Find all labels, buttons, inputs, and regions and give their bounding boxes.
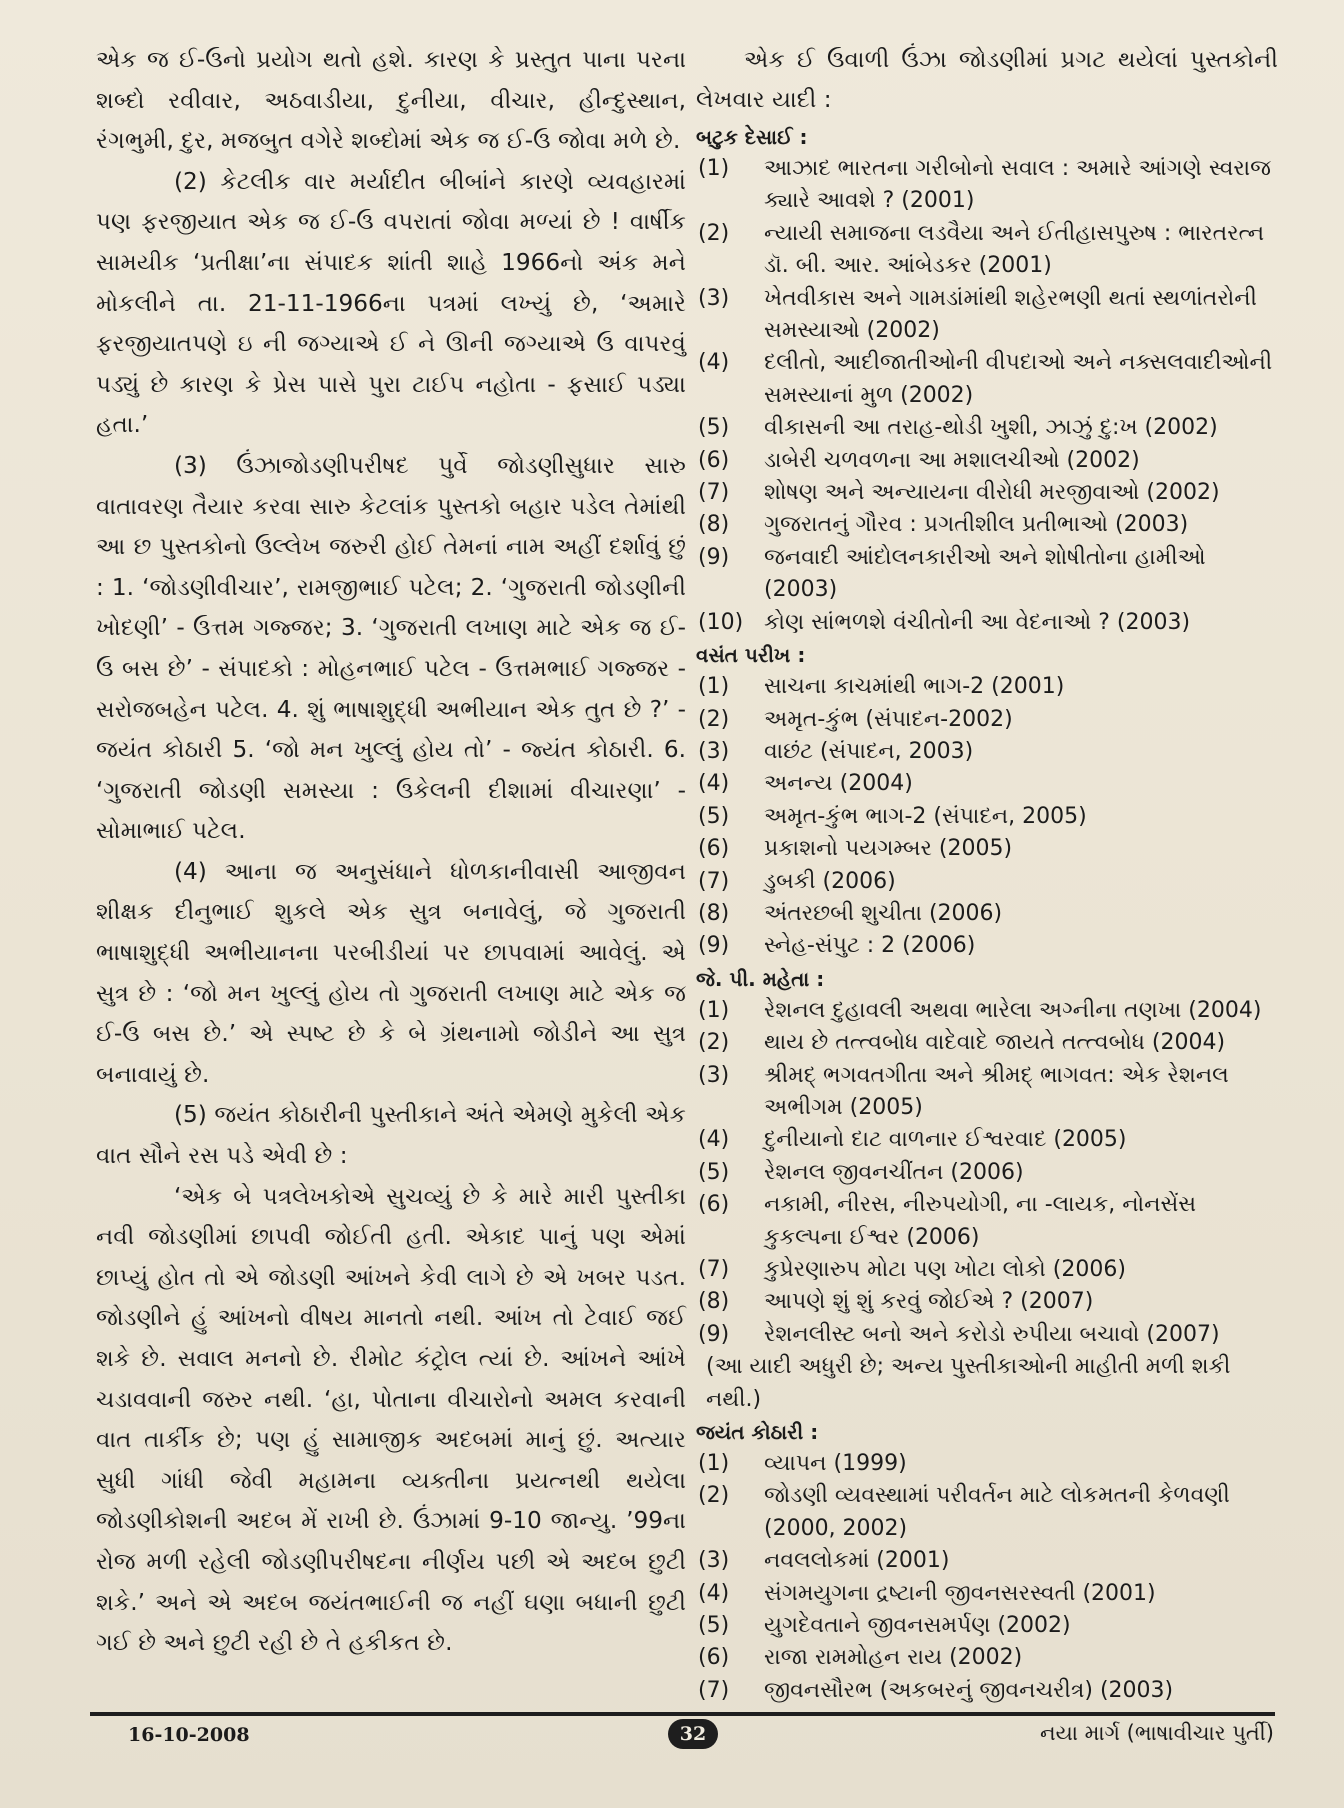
book-title: વ્યાપન (1999) <box>764 1451 907 1477</box>
book-title: અમૃત-કુંભ ભાગ-2 (સંપાદન, 2005) <box>764 803 1087 829</box>
book-list-item <box>696 153 1278 218</box>
book-title: અનન્ય (2004) <box>764 771 913 797</box>
book-title: ન્યાયી સમાજના લડવૈયા અને ઈતીહાસપુરુષ : ભારતરત્ન ડૉ. બી. આર. આંબેડકર (2001) <box>764 220 1265 279</box>
left-paragraph-1: એક જ ઈ-ઉનો પ્રયોગ થતો હશે. કારણ કે પ્રસ્તુત પાના પરના શબ્દો રવીવાર, અઠવાડીયા, દુનીયા, વીચાર, હીન્દુસ્થાન, રંગભુમી, દુર, મજબુત વગેરે શબ્દોમાં એક જ ઈ-ઉ જોવા મળે છે. <box>96 46 686 155</box>
book-list-item <box>696 1480 1278 1545</box>
book-number: (9) <box>698 1321 730 1347</box>
book-number: (6) <box>698 1645 730 1671</box>
book-list-item <box>696 542 1278 607</box>
book-list-item <box>696 347 1278 412</box>
book-number: (9) <box>698 933 730 959</box>
book-list-item <box>696 1675 1278 1707</box>
book-title: ડુબકી (2006) <box>764 868 896 894</box>
book-list-item <box>696 995 1278 1027</box>
book-title: વીકાસની આ તરાહ-થોડી ખુશી, ઝાઝું દુ:ખ (2002) <box>764 415 1218 441</box>
book-list-item <box>696 930 1278 962</box>
left-column <box>96 40 686 1664</box>
book-list-item <box>696 1319 1278 1351</box>
book-number: (5) <box>698 415 730 441</box>
book-title: સંગમયુગના દ્રષ્ટાની જીવનસરસ્વતી (2001) <box>764 1580 1156 1606</box>
book-list-item <box>696 704 1278 736</box>
book-title: જોડણી વ્યવસ્થામાં પરીવર્તન માટે લોકમતની કેળવણી (2000, 2002) <box>764 1483 1230 1541</box>
book-list-item <box>696 412 1278 444</box>
author-name: બટુક દેસાઈ : <box>696 125 808 149</box>
book-number: (6) <box>698 447 730 473</box>
book-number: (8) <box>698 900 730 926</box>
book-number: (1) <box>698 1451 730 1477</box>
book-list-item <box>696 1610 1278 1642</box>
book-title: વાછંટ (સંપાદન, 2003) <box>764 738 974 764</box>
list-note: (આ યાદી અધુરી છે; અન્ય પુસ્તીકાઓની માહીતી મળી શકી નથી.) <box>706 1354 1231 1412</box>
book-title: પ્રકાશનો પયગમ્બર (2005) <box>764 836 1013 862</box>
book-list-item <box>696 1157 1278 1189</box>
book-number: (4) <box>698 771 730 797</box>
book-number: (3) <box>698 738 730 764</box>
book-title: ગુજરાતનું ગૌરવ : પ્રગતીશીલ પ્રતીભાઓ (2003) <box>764 512 1189 538</box>
left-paragraph-6: ‘એક બે પત્રલેખકોએ સુચવ્યું છે કે મારે મારી પુસ્તીકા નવી જોડણીમાં છાપવી જોઈતી હતી. એકાદ પાનું પણ એમાં છાપ્યું હોત તો એ જોડણી આંખને કેવી લાગે છે એ ખબર પડત. જોડણીને હું આંખનો વીષય માનતો નથી. આંખ તો ટેવાઈ જઈ શકે છે. સવાલ મનનો છે. રીમોટ કંટ્રોલ ત્યાં છે. આંખને આંખે ચડાવવાની જરુર નથી. ‘હા, પોતાના વીચારોનો અમલ કરવાની વાત તાર્કીક છે; પણ હું સામાજીક અદબમાં માનું છું. અત્યાર સુધી ગાંધી જેવી મહામના વ્યક્તીના પ્રયત્નથી થયેલા જોડણીકોશની અદબ મેં રાખી છે. ઉંઝામાં 9-10 જાન્યુ. ’99ના રોજ મળી રહેલી જોડણીપરીષદના નીર્ણય પછી એ અદબ છુટી શકે.’ અને એ અદબ જયંતભાઈની જ નહીં ઘણા બધાની છુટી ગઈ છે અને છુટી રહી છે તે હકીકત છે. <box>96 1182 686 1657</box>
book-title: ડાબેરી ચળવળના આ મશાલચીઓ (2002) <box>764 447 1140 473</box>
book-title: થાય છે તત્ત્વબોધ વાદેવાદે જાયતે તત્ત્વબોધ (2004) <box>764 1030 1226 1056</box>
book-list-item <box>696 1060 1278 1125</box>
book-list-item <box>696 866 1278 898</box>
book-list-item <box>696 801 1278 833</box>
book-title: રેશનલીસ્ટ બનો અને કરોડો રુપીયા બચાવો (2007) <box>764 1321 1220 1347</box>
book-number: (5) <box>698 803 730 829</box>
book-title: યુગદેવતાને જીવનસમર્પણ (2002) <box>764 1613 1071 1639</box>
book-title: સાચના કાચમાંથી ભાગ-2 (2001) <box>764 674 1065 700</box>
book-list-item <box>696 283 1278 348</box>
book-list-item <box>696 607 1278 639</box>
book-list-item <box>696 1027 1278 1059</box>
book-list-item <box>696 1286 1278 1318</box>
book-list-item <box>696 445 1278 477</box>
book-number: (10) <box>698 609 744 635</box>
book-list-heading: એક ઈ ઉવાળી ઉંઝા જોડણીમાં પ્રગટ થયેલાં પુસ્તકોની લેખવાર યાદી : <box>696 46 1278 113</box>
book-title: રેશનલ દુહાવલી અથવા ભારેલા અગ્નીના તણખા (2004) <box>764 997 1262 1023</box>
left-paragraph-2: (2) કેટલીક વાર મર્યાદીત બીબાંને કારણે વ્યવહારમાં પણ ફરજીયાત એક જ ઈ-ઉ વપરાતાં જોવા મળ્યાં છે ! વાર્ષીક સામયીક ‘પ્રતીક્ષા’ના સંપાદક શાંતી શાહે 1966નો અંક મને મોકલીને તા. 21-11-1966ના પત્રમાં લખ્યું છે, ‘અમારે ફરજીયાતપણે ઇ ની જગ્યાએ ઈ ને ઊની જગ્યાએ ઉ વાપરવું પડ્યું છે કારણ કે પ્રેસ પાસે પુરા ટાઈપ નહોતા - ફસાઈ પડ્યા હતા.’ <box>96 167 686 439</box>
book-number: (7) <box>698 1677 730 1703</box>
book-title: જીવનસૌરભ (અકબરનું જીવનચરીત્ર) (2003) <box>764 1677 1174 1703</box>
book-number: (5) <box>698 1159 730 1185</box>
book-number: (1) <box>698 156 730 181</box>
book-number: (1) <box>698 997 730 1023</box>
book-number: (3) <box>698 1062 730 1088</box>
book-number: (4) <box>698 1580 730 1606</box>
book-title: ખેતવીકાસ અને ગામડાંમાંથી શહેરભણી થતાં સ્થળાંતરોની સમસ્યાઓ (2002) <box>764 285 1257 344</box>
book-number: (7) <box>698 480 730 506</box>
book-list-item <box>696 218 1278 283</box>
book-number: (2) <box>698 706 730 732</box>
book-title: રાજા રામમોહન રાય (2002) <box>764 1645 1023 1671</box>
author-name: વસંત પરીખ : <box>696 643 806 668</box>
book-number: (5) <box>698 1613 730 1639</box>
page-number-badge: 32 <box>668 1719 718 1749</box>
book-number: (2) <box>698 220 730 246</box>
book-list-item <box>696 1578 1278 1610</box>
book-list-item <box>696 477 1278 509</box>
book-number: (2) <box>698 1030 730 1056</box>
book-title: અંતરછબી શુચીતા (2006) <box>764 900 1003 926</box>
book-list-item <box>696 1189 1278 1254</box>
footer-publication-title: નયા માર્ગ (ભાષાવીચાર પુર્તી) <box>1040 1721 1274 1745</box>
book-title: દલીતો, આદીજાતીઓની વીપદાઓ અને નક્સલવાદીઓની સમસ્યાનાં મુળ (2002) <box>764 350 1273 408</box>
book-number: (8) <box>698 1289 730 1315</box>
book-number: (3) <box>698 1548 730 1574</box>
author-name: જે. પી. મહેતા : <box>696 966 825 991</box>
left-paragraph-4: (4) આના જ અનુસંધાને ધોળકાનીવાસી આજીવન શીક્ષક દીનુભાઈ શુકલે એક સુત્ર બનાવેલું, જે ગુજરાતી ભાષાશુદ્ધી અભીયાનના પરબીડીયાં પર છાપવામાં આવેલું. એ સુત્ર છે : ‘જો મન ખુલ્લું હોય તો ગુજરાતી લખાણ માટે એક જ ઈ-ઉ બસ છે.’ એ સ્પષ્ટ છે કે બે ગ્રંથનામો જોડીને આ સુત્ર બનાવાયું છે. <box>96 857 686 1088</box>
book-title: રેશનલ જીવનચીંતન (2006) <box>764 1159 1024 1185</box>
book-number: (8) <box>698 512 730 538</box>
book-number: (4) <box>698 1127 730 1153</box>
book-list-item <box>696 768 1278 800</box>
book-number: (1) <box>698 674 730 700</box>
book-title: સ્નેહ-સંપુટ : 2 (2006) <box>764 933 976 959</box>
right-column <box>696 40 1278 1707</box>
book-title: આપણે શું શું કરવું જોઈએ ? (2007) <box>764 1289 1094 1315</box>
book-number: (9) <box>698 544 730 570</box>
author-name: જયંત કોઠારી : <box>696 1420 819 1445</box>
book-number: (6) <box>698 1192 730 1218</box>
book-number: (6) <box>698 836 730 862</box>
book-number: (4) <box>698 350 730 376</box>
book-list-item <box>696 736 1278 768</box>
left-paragraph-5: (5) જયંત કોઠારીની પુસ્તીકાને અંતે એમણે મુકેલી એક વાત સૌને રસ પડે એવી છે : <box>96 1101 686 1170</box>
book-list-item <box>696 671 1278 703</box>
book-list-item <box>696 898 1278 930</box>
book-title: કોણ સાંભળશે વંચીતોની આ વેદનાઓ ? (2003) <box>764 609 1191 635</box>
book-title: શોષણ અને અન્યાયના વીરોધી મરજીવાઓ (2002) <box>764 480 1220 506</box>
book-title: જનવાદી આંદોલનકારીઓ અને શોષીતોના હામીઓ (2003) <box>764 544 1206 603</box>
book-title: કુપ્રેરણારુપ મોટા પણ ખોટા લોકો (2006) <box>764 1257 1126 1282</box>
book-title: નવલલોકમાં (2001) <box>764 1548 950 1574</box>
author-list <box>696 122 1278 1707</box>
book-list-item <box>696 1124 1278 1156</box>
book-list-item <box>696 833 1278 865</box>
book-title: દુનીયાનો દાટ વાળનાર ઈશ્વરવાદ (2005) <box>764 1127 1127 1153</box>
book-number: (2) <box>698 1483 730 1509</box>
book-list-item <box>696 1448 1278 1480</box>
footer-rule <box>90 1712 1275 1716</box>
book-title: શ્રીમદ્ ભગવતગીતા અને શ્રીમદ્ ભાગવત: એક રેશનલ અભીગમ (2005) <box>764 1062 1229 1120</box>
book-number: (3) <box>698 285 730 311</box>
book-list-item <box>696 1545 1278 1577</box>
book-number: (7) <box>698 868 730 894</box>
book-title: અમૃત-કુંભ (સંપાદન-2002) <box>764 706 1013 732</box>
book-number: (7) <box>698 1257 730 1282</box>
book-list-item <box>696 1254 1278 1286</box>
footer-date: 16-10-2008 <box>128 1724 250 1746</box>
left-paragraph-3: (3) ઉંઝાજોડણીપરીષદ પુર્વે જોડણીસુધાર સારુ વાતાવરણ તૈયાર કરવા સારુ કેટલાંક પુસ્તકો બહાર પડેલ તેમાંથી આ છ પુસ્તકોનો ઉલ્લેખ જરુરી હોઈ તેમનાં નામ અહીં દર્શાવું છું : 1. ‘જોડણીવીચાર’, રામજીભાઈ પટેલ; 2. ‘ગુજરાતી જોડણીની ખોદણી’ - ઉત્તમ ગજ્જર; 3. ‘ગુજરાતી લખાણ માટે એક જ ઈ-ઉ બસ છે’ - સંપાદકો : મોહનભાઈ પટેલ - ઉત્તમભાઈ ગજ્જર - સરોજબહેન પટેલ. 4. શું ભાષાશુદ્ધી અભીયાન એક તુત છે ?’ - જયંત કોઠારી 5. ‘જો મન ખુલ્લું હોય તો’ - જ્યંત કોઠારી. 6. ‘ગુજરાતી જોડણી સમસ્યા : ઉકેલની દીશામાં વીચારણા’ - સોમાભાઈ પટેલ. <box>96 451 686 845</box>
book-list-item <box>696 509 1278 541</box>
book-title: આઝાદ ભારતના ગરીબોનો સવાલ : અમારે આંગણે સ્વરાજ ક્યારે આવશે ? (2001) <box>764 156 1271 214</box>
book-list-item <box>696 1642 1278 1674</box>
book-title: નકામી, નીરસ, નીરુપયોગી, ના -લાયક, નોનસેંસ કુકલ્પના ઈશ્વર (2006) <box>764 1192 1197 1250</box>
